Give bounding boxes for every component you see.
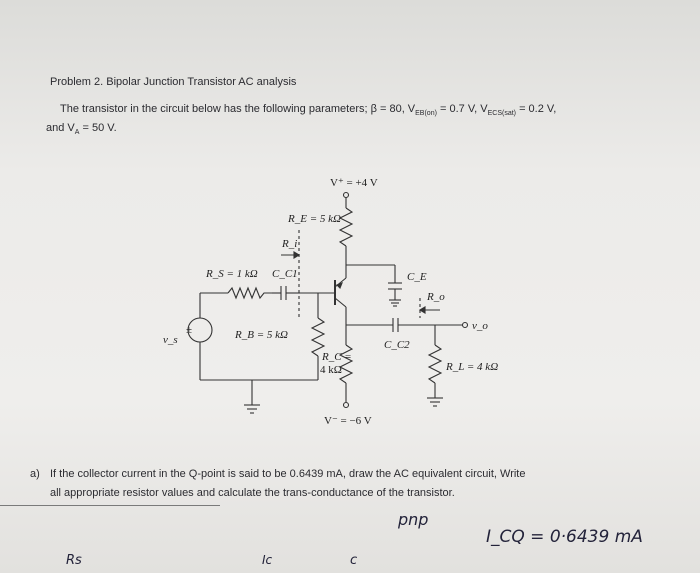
handwritten-rs: Rs (66, 553, 82, 568)
v-plus-node (344, 193, 349, 198)
margin-line (0, 505, 220, 506)
description-text-b: = 0.7 V, V (436, 103, 488, 115)
ri-arrow-head (294, 252, 299, 258)
handwritten-pnp: pnp (398, 510, 429, 529)
rs-label: R_S = 1 kΩ (206, 268, 258, 280)
question-line-2: all appropriate resistor values and calculate the trans-conductance of the transistor. (50, 487, 455, 499)
ro-arrow-head (420, 307, 425, 313)
vo-label: v_o (472, 320, 488, 332)
rb-label: R_B = 5 kΩ (235, 329, 288, 341)
cc1-label: C_C1 (272, 268, 298, 280)
re-resistor (340, 208, 352, 246)
v-plus-label: V⁺ = +4 V (330, 177, 378, 189)
rc-label-line-2: 4 kΩ (320, 364, 342, 376)
ri-label: R_i (282, 238, 298, 250)
question-letter: a) (30, 468, 40, 480)
handwritten-c: c (350, 553, 358, 568)
vs-label: v_s (163, 334, 178, 346)
vec-subscript: ECS(sat) (487, 110, 517, 118)
re-label: R_E = 5 kΩ (288, 213, 341, 225)
v-minus-label: V⁻ = −6 V (324, 415, 372, 427)
problem-title: Problem 2. Bipolar Junction Transistor AC analysis (50, 76, 297, 88)
va-subscript: A (74, 129, 80, 137)
handwritten-ic: Ic (262, 553, 273, 567)
veb-subscript: EB(on) (415, 110, 437, 118)
rl-label: R_L = 4 kΩ (446, 361, 499, 373)
v-minus-node (344, 403, 349, 408)
rc-label-line-1: R_C = (322, 351, 352, 363)
description-text-a: The transistor in the circuit below has the following parameters; β = 80, V (60, 103, 416, 115)
vo-node (463, 323, 468, 328)
handwritten-icq: I_CQ = 0·6439 mA (486, 527, 643, 547)
description-text-c: = 0.2 V, (516, 103, 557, 115)
ce-label: C_E (407, 271, 427, 283)
rs-resistor (228, 288, 272, 298)
description-text-e: = 50 V. (79, 122, 117, 134)
rl-resistor (429, 345, 441, 383)
transistor-collector-leg (335, 298, 346, 307)
cc2-label: C_C2 (384, 339, 410, 351)
question-line-1: If the collector current in the Q-point is said to be 0.6439 mA, draw the AC equivalent circuit, Write (50, 468, 526, 480)
vs-plus-minus: ± (186, 324, 193, 336)
description-text-d: and V (46, 122, 75, 134)
transistor-arrow (337, 283, 342, 288)
ro-label: R_o (427, 291, 445, 303)
